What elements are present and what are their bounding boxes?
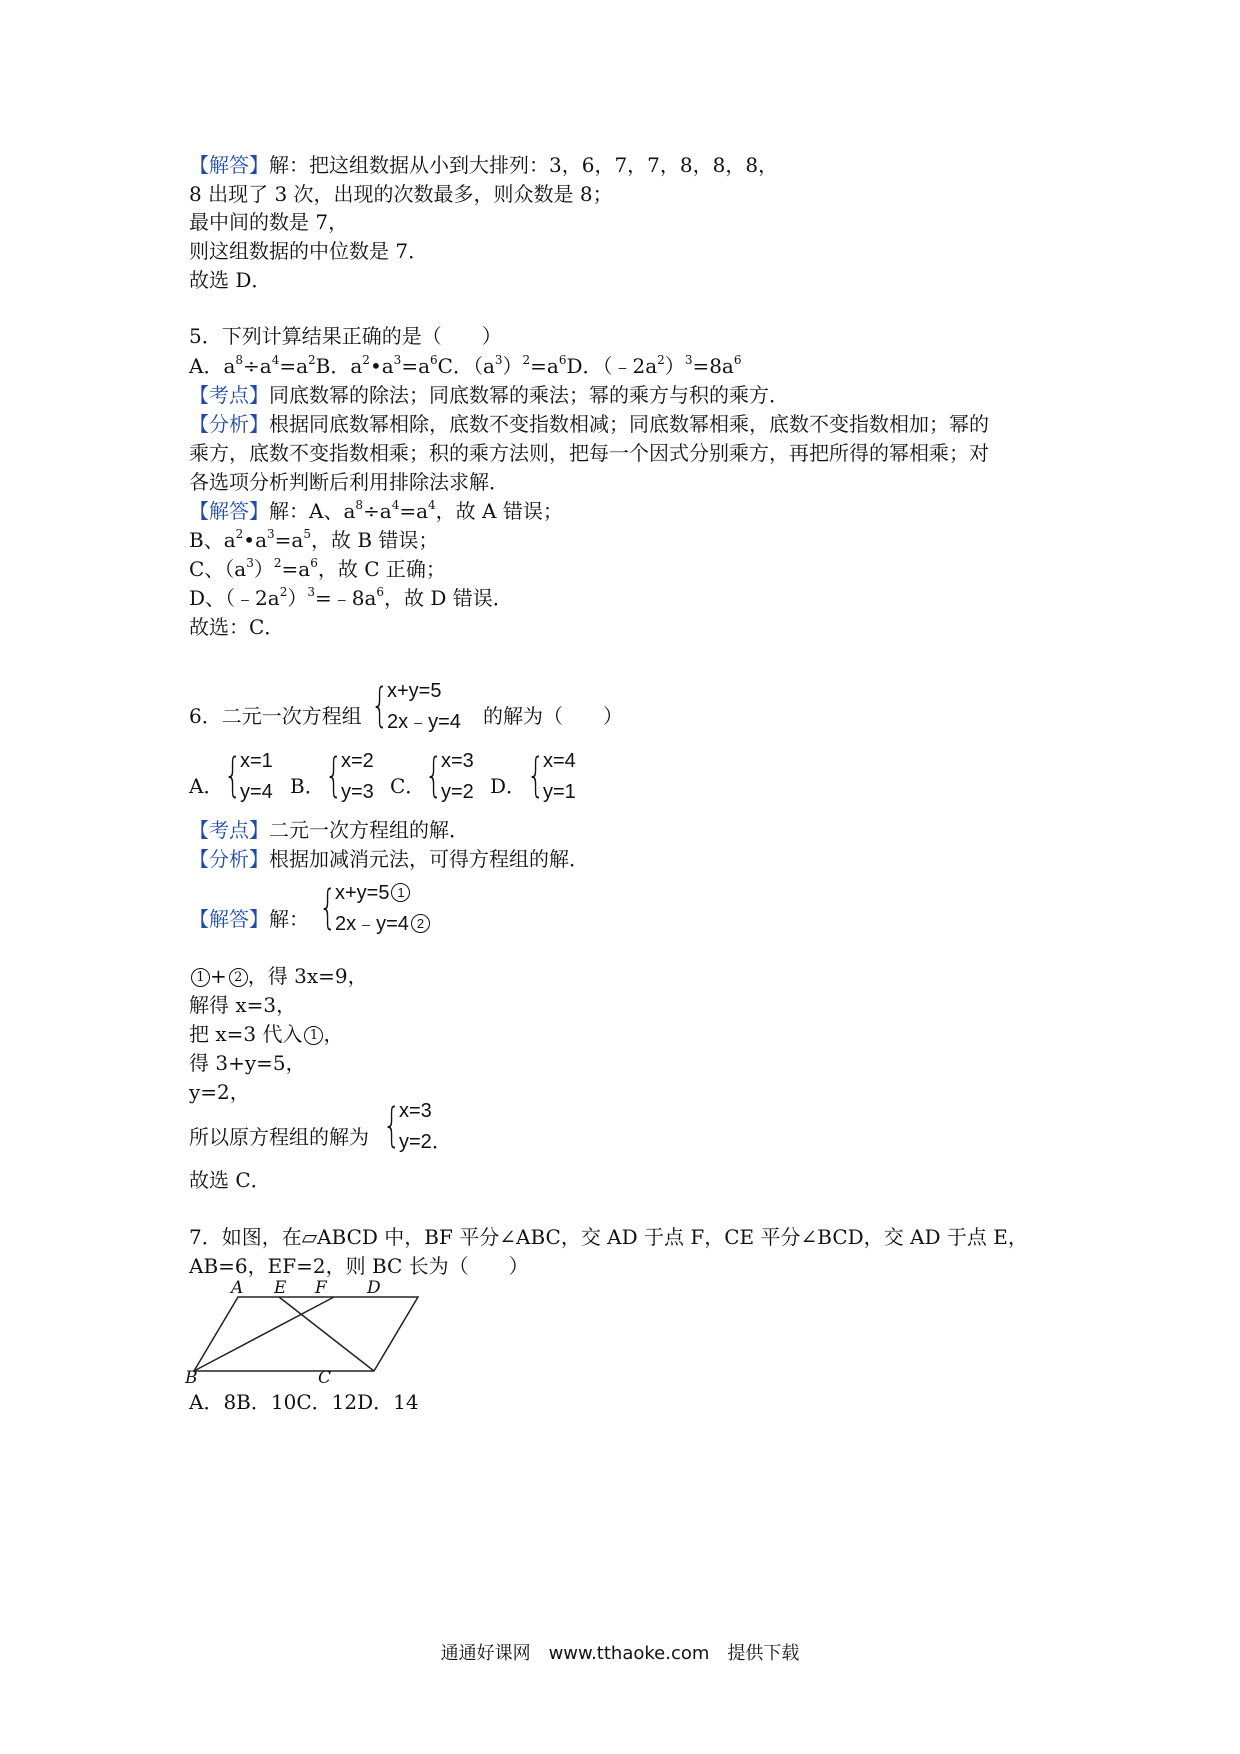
q6-answer-system: { x+y=5 1 2x﹣y=4 2 [319,880,449,940]
q4-answer-line-1: 【解答】解：把这组数据从小到大排列：3，6，7，7，8，8，8， [189,153,779,177]
q5-analysis-3: 各选项分析判断后利用排除法求解． [189,470,509,494]
q6-equation-system: { x+y=5 2x﹣y=4 [371,678,461,733]
circled-number-1: 1 [391,883,410,902]
q6-option-d-label: D． [490,774,527,798]
q4-answer-line-2: 8 出现了 3 次，出现的次数最多，则众数是 8； [189,182,613,206]
q5-analysis-2: 乘方，底数不变指数相乘；积的乘方法则，把每一个因式分别乘方，再把所得的幂相乘；对 [189,441,989,465]
segment-ce [279,1297,374,1371]
q6-result-system: { x=3 y=2． [383,1098,452,1153]
q6-stem-pre: 6．二元一次方程组 [189,704,362,728]
parallelogram-abcd [194,1297,418,1371]
q6-option-d-system: { x=4 y=1 [527,748,576,803]
q6-choose: 故选 C． [189,1168,271,1192]
q6-answer-pre: 【解答】解： [189,907,309,931]
q6-step-4: 得 3+y=5， [189,1051,306,1075]
circled-number-2: 2 [411,914,430,933]
q6-step-5: y=2， [189,1080,250,1104]
q6-step-2: 解得 x=3， [189,993,297,1017]
q6-point: 【考点】二元一次方程组的解． [189,818,469,842]
q5-stem: 5．下列计算结果正确的是（ ） [189,324,502,348]
q5-answer-c: C、$(a^3)^2=a^6$，故 C 正确； [189,556,446,581]
q5-answer-d: D、$(﹣2a^2)^3=﹣8a^6$，故 D 错误． [189,585,513,610]
q4-answer-line-5: 故选 D． [189,268,272,292]
q5-analysis-1: 【分析】根据同底数幂相除，底数不变指数相减；同底数幂相乘，底数不变指数相加；幂的 [189,412,989,436]
q7-options: A．8B．10C．12D．14 [189,1390,419,1414]
q7-stem-2: AB=6，EF=2，则 BC 长为（ ） [189,1254,529,1278]
q6-analysis: 【分析】根据加减消元法，可得方程组的解． [189,847,589,871]
answer-tag: 【解答】 [189,153,269,177]
q6-option-a-system: { x=1 y=4 [224,748,273,803]
q6-stem-post: 的解为（ ） [483,704,623,728]
segment-bf [194,1297,334,1371]
q5-options: A．$a^8\div a^4=a^2B$．$a^2•a^3=a^6C$．$(a^3)^2=a^6D$．$(﹣2a^2)^3=8a^6$ [189,353,742,378]
q6-result-pre: 所以原方程组的解为 [189,1125,369,1149]
q6-option-b-label: B． [290,774,325,798]
q6-option-b-system: { x=2 y=3 [325,748,374,803]
q5-answer-a: 【解答】解：A、$a^8\div a^4=a^4$，故 A 错误； [189,498,563,523]
label-f: F [315,1279,327,1298]
q6-option-c-system: { x=3 y=2 [425,748,474,803]
label-e: E [274,1279,287,1298]
q5-answer-b: B、$a^2•a^3=a^5$，故 B 错误； [189,527,439,552]
q4-answer-line-4: 则这组数据的中位数是 7． [189,239,429,263]
label-b: B [185,1368,198,1384]
q6-step-1: 1 + 2 ，得 3x=9， [189,962,368,990]
q7-stem-1: 7．如图，在▱ABCD 中，BF 平分∠ABC，交 AD 于点 F，CE 平分∠BCD，交 AD 于点 E， [189,1225,1028,1249]
q6-step-3: 把 x=3 代入 1 ， [189,1022,344,1046]
q6-option-a-label: A． [189,774,224,798]
label-c: C [318,1368,332,1384]
parallelogram-figure [185,1279,425,1384]
footer-note: 通通好课网 www.tthaoke.com 提供下载 [440,1643,800,1664]
q4-answer-line-3: 最中间的数是 7， [189,210,349,234]
label-d: D [367,1279,381,1298]
q5-choose: 故选：C． [189,615,285,639]
q6-option-c-label: C． [390,774,426,798]
q5-point: 【考点】同底数幂的除法；同底数幂的乘法；幂的乘方与积的乘方． [189,383,789,407]
label-a: A [231,1279,244,1298]
